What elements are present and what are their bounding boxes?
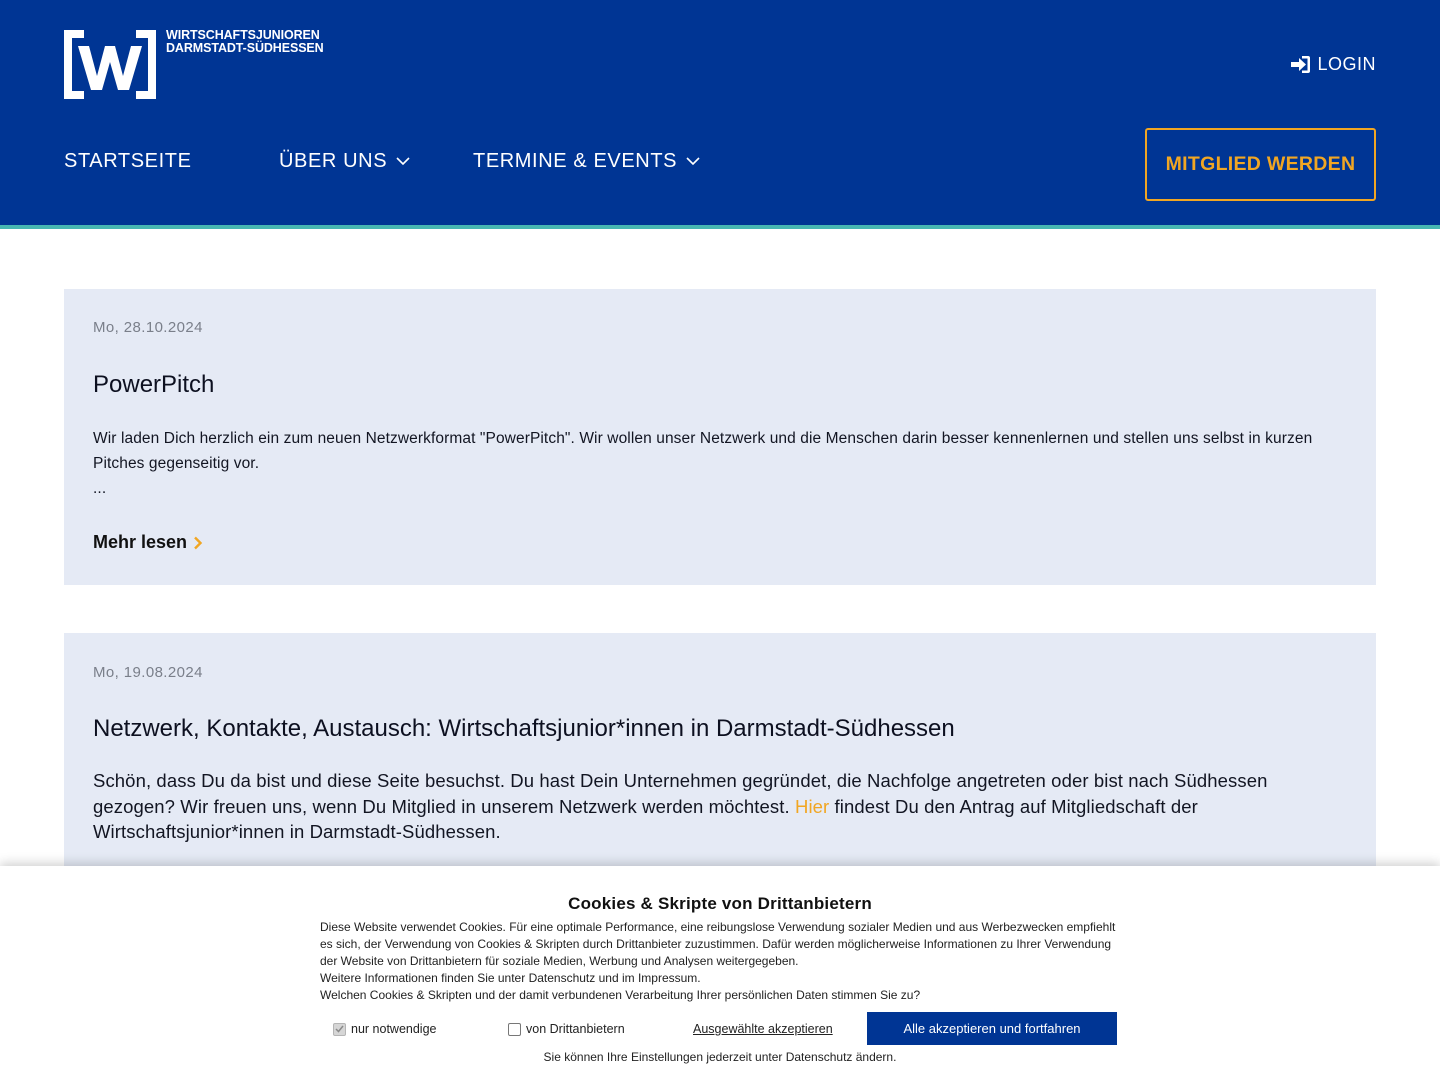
nav-label: TERMINE & EVENTS (473, 150, 678, 172)
login-label: LOGIN (1317, 54, 1376, 74)
accept-selected-button[interactable]: Ausgewählte akzeptieren (693, 1022, 833, 1036)
cookie-text (320, 919, 1130, 1004)
read-more-label: Mehr lesen (93, 532, 188, 552)
read-more-link[interactable] (93, 532, 203, 553)
third-party-cookies-checkbox[interactable] (508, 1022, 625, 1036)
post-title[interactable]: Netzwerk, Kontakte, Austausch: Wirtschaftsjunior*innen in Darmstadt-Südhessen (93, 715, 955, 742)
cookie-question-line: Welchen Cookies & Skripten und der damit verbundenen Verarbeitung Ihrer persönlichen Daten stimmen Sie zu? (320, 988, 921, 1002)
chevron-right-icon (193, 536, 203, 550)
post-date: Mo, 28.10.2024 (93, 319, 203, 336)
checkbox-label: nur notwendige (351, 1022, 437, 1036)
site-header (0, 0, 1440, 225)
checkbox-label: von Drittanbietern (526, 1022, 625, 1036)
checkbox-unchecked (508, 1023, 521, 1036)
cookie-info-line: Weitere Informationen finden Sie unter Datenschutz und im Impressum. (320, 971, 701, 985)
cookie-footer-note: Sie können Ihre Einstellungen jederzeit unter Datenschutz ändern. (543, 1050, 897, 1064)
post-title[interactable]: PowerPitch (93, 371, 215, 398)
cookie-actions (0, 1012, 1440, 1046)
cookie-paragraph: Diese Website verwendet Cookies. Für eine optimale Performance, eine reibungslose Verwendung sozialer Medien und aus Werbezwecken empfiehlt es sich, der Verwendung von Cookies & Skripten durch Drittanbieter zuzustimmen. Dafür werden möglicherweise Informationen zu Ihrer Verwendung der Website von Drittanbietern für soziale Medien, Werbung und Analysen weitergegeben. (320, 920, 1116, 968)
post-ellipsis: ... (93, 480, 107, 497)
cookie-title: Cookies & Skripte von Drittanbietern (568, 894, 872, 913)
nav-item-startseite[interactable] (64, 150, 192, 173)
post-excerpt: Wir laden Dich herzlich ein zum neuen Netzwerkformat "PowerPitch". Wir wollen unser Netzwerk und die Menschen darin besser kennenlernen und stellen uns selbst in kurzen Pitches gegenseitig vor. (93, 430, 1313, 472)
chevron-down-icon (686, 157, 700, 166)
nav-item-ueber-uns[interactable] (279, 150, 410, 173)
necessary-cookies-checkbox[interactable] (333, 1022, 436, 1036)
sign-in-icon (1291, 56, 1310, 73)
cookie-banner (0, 866, 1440, 1080)
logo-line-1: WIRTSCHAFTSJUNIOREN (166, 28, 320, 42)
intro-text-before: Schön, dass Du da bist und diese Seite besuchst. Du hast Dein Unternehmen gegründet, die Nachfolge angetreten oder bist nach Südhessen gezogen? Wir freuen uns, wenn Du Mitglied in unserem Netzwerk werden möchtest. (93, 770, 1268, 817)
accept-all-button[interactable]: Alle akzeptieren und fortfahren (867, 1012, 1117, 1045)
post-date: Mo, 19.08.2024 (93, 664, 203, 681)
login-link[interactable] (1291, 54, 1376, 75)
post-intro (93, 768, 1353, 845)
nav-label: ÜBER UNS (279, 150, 388, 172)
post-card (64, 289, 1376, 585)
wj-logo-icon (64, 30, 156, 99)
site-logo[interactable] (64, 30, 324, 100)
chevron-down-icon (396, 157, 410, 166)
become-member-button[interactable]: MITGLIED WERDEN (1145, 128, 1376, 201)
intro-text-after: findest Du den Antrag auf Mitgliedschaft der Wirtschaftsjunior*innen in Darmstadt-Südhessen. (93, 795, 1198, 842)
nav-label: STARTSEITE (64, 150, 192, 172)
logo-line-2: DARMSTADT-SÜDHESSEN (166, 41, 324, 55)
logo-text (166, 29, 324, 55)
check-icon (335, 1025, 344, 1033)
application-link[interactable]: Hier (794, 795, 830, 817)
nav-item-termine-events[interactable] (473, 150, 700, 173)
checkbox-checked (333, 1023, 346, 1036)
header-divider (0, 225, 1440, 229)
